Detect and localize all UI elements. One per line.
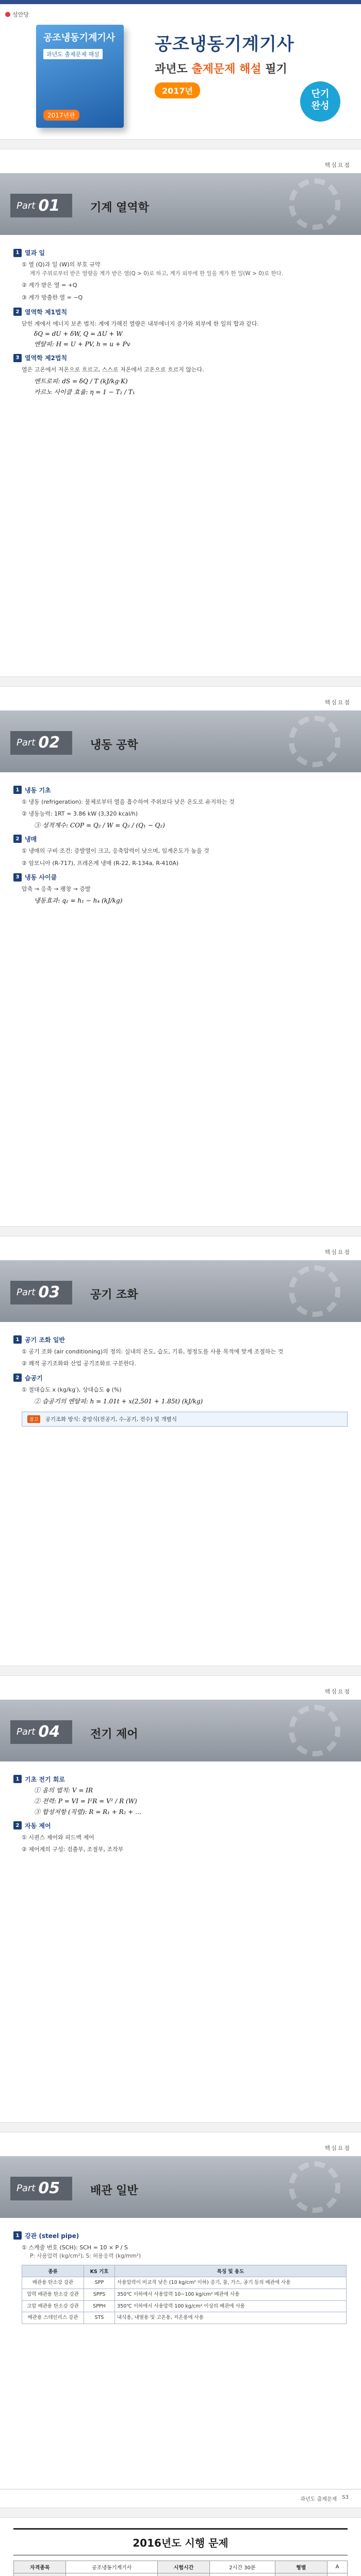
book-cover-title: 공조냉동기계기사 [43, 32, 116, 43]
formula: ② 전력: P = VI = I²R = V² / R (W) [34, 1797, 137, 1805]
part-number: 04 [38, 1723, 60, 1741]
table-row [22, 2289, 347, 2300]
part-title: 공기 조화 [90, 1288, 138, 1301]
part-band [0, 710, 361, 772]
table-row [14, 2573, 348, 2576]
section-heading [13, 873, 348, 882]
part-word: Part [17, 1726, 36, 1738]
reference-text: 공기조화 방식: 중앙식(전공기, 수-공기, 전수) 및 개별식 [45, 1416, 177, 1422]
part-band [0, 173, 361, 235]
content-spacer [13, 907, 348, 1216]
table-cell [157, 2573, 209, 2576]
page-header [0, 149, 361, 173]
content-spacer [13, 1429, 348, 1655]
formula: 엔트로피: dS = δQ / T (kJ/kg·K) [34, 377, 128, 385]
section-number: 1 [13, 2231, 22, 2240]
part-band [0, 1700, 361, 1761]
section-title: 냉매 [25, 835, 37, 843]
part-content [0, 2218, 361, 2489]
publisher-logo-icon [5, 12, 10, 17]
circle-line2: 완성 [311, 100, 330, 111]
formula: ② 습공기의 엔탈피: h = 1.01t + x(2,501 + 1.85t) (kJ/kg) [34, 1397, 203, 1405]
table-cell [275, 2573, 327, 2576]
part-title: 전기 제어 [90, 1727, 138, 1741]
formula: ③ 성적계수: COP = Q₂ / W = Q₂ / (Q₁ − Q₂) [34, 821, 165, 829]
list-item: ① 스케줄 번호 (SCH): SCH = 10 × P / S [22, 2244, 128, 2251]
page-header [0, 687, 361, 710]
table-cell: 압력 배관용 탄소강 강관 [22, 2289, 84, 2300]
section [13, 308, 348, 349]
section-heading [13, 353, 348, 362]
table-cell: A [327, 2561, 347, 2573]
part-content [0, 1761, 361, 2122]
subtitle [155, 60, 294, 76]
part-title: 냉동 공학 [90, 738, 138, 752]
section-title: 공기 조화 일반 [25, 1336, 65, 1344]
table-cell: SPPH [84, 2300, 115, 2312]
book-cover-subtitle: 과년도 출제문제 해설 [43, 49, 103, 59]
section-heading [13, 1775, 348, 1784]
section [13, 1775, 348, 1816]
formula: 냉동효과: q₂ = h₁ − h₄ (kJ/kg) [34, 896, 123, 904]
part-box [10, 731, 72, 755]
part-04-page [0, 1666, 361, 2122]
part-title: 기계 열역학 [90, 201, 149, 214]
table-header: 특징 및 용도 [115, 2265, 347, 2277]
part-content [0, 772, 361, 1226]
page-gap [0, 2122, 361, 2132]
section-number: 2 [13, 1821, 22, 1829]
part-05-page [0, 2122, 361, 2507]
table-cell: 시험시간 [157, 2561, 209, 2573]
table-row [22, 2277, 347, 2289]
table-cell: 고압 배관용 탄소강 강관 [22, 2300, 84, 2312]
section-title: 습공기 [25, 1374, 43, 1382]
section-number: 2 [13, 1374, 22, 1382]
part-number: 01 [38, 196, 60, 215]
part-word: Part [17, 200, 36, 211]
section-label: 핵심요점 [324, 1688, 351, 1695]
page-footer [0, 2489, 361, 2507]
part-box [10, 2177, 72, 2200]
part-band [0, 1260, 361, 1322]
gear-icon [289, 716, 340, 767]
pipe-spec-table [22, 2265, 347, 2324]
section-heading [13, 786, 348, 794]
gear-icon [289, 178, 340, 230]
table-cell: 배관용 탄소강 강관 [22, 2277, 84, 2289]
section-number: 2 [13, 835, 22, 843]
main-title: 공조냉동기계기사 [155, 34, 294, 55]
exam-title: 2016년도 시행 문제 [13, 2528, 348, 2555]
list-item: ① 냉매의 구비 조건: 증발열이 크고, 응축압력이 낮으며, 임계온도가 높을 것 [22, 847, 209, 854]
subtitle-highlight: 출제문제 해설 [191, 63, 261, 76]
part-band [0, 2156, 361, 2218]
list-item: 닫힌 계에서 에너지 보존 법칙: 계에 가해진 열량은 내부에너지 증가와 외부에 한 일의 합과 같다. [22, 320, 259, 327]
list-item: ② 냉동능력: 1RT = 3.86 kW (3,320 kcal/h) [22, 810, 138, 818]
part-number: 03 [38, 1283, 60, 1302]
publisher-name: 성안당 [12, 11, 29, 18]
table-cell: 350℃ 이하에서 사용압력 100 kg/cm² 이상의 배관에 사용 [115, 2300, 347, 2312]
part-number: 05 [38, 2179, 60, 2198]
book-cover-year: 2017년판 [43, 110, 79, 121]
section-number: 1 [13, 249, 22, 257]
subtitle-prefix: 과년도 [155, 63, 188, 76]
gear-icon [289, 1705, 340, 1756]
section-label: 핵심요점 [324, 2144, 351, 2151]
table-cell: SPPS [84, 2289, 115, 2300]
part-word: Part [17, 2183, 36, 2194]
content-spacer [13, 2324, 348, 2479]
reference-tag: 참고 [27, 1415, 40, 1423]
list-item: ② 암모니아 (R-717), 프레온계 냉매 (R-22, R-134a, R-410A) [22, 859, 179, 867]
table-cell [66, 2573, 157, 2576]
short-complete-badge [300, 81, 340, 122]
section-title: 강관 (steel pipe) [25, 2232, 79, 2240]
list-item: ② 제어계의 구성: 검출부, 조절부, 조작부 [22, 1846, 124, 1853]
table-row [14, 2561, 348, 2573]
list-item: ② 계가 받은 열 = +Q [22, 282, 77, 289]
gear-icon [289, 2161, 340, 2213]
subtitle-suffix: 필기 [265, 63, 287, 76]
table-header: KS 기호 [84, 2265, 115, 2277]
section [13, 786, 348, 829]
section-title: 열과 일 [25, 249, 45, 257]
table-cell: 350℃ 이하에서 사용압력 10~100 kg/cm² 배관에 사용 [115, 2289, 347, 2300]
formula: 카르노 사이클 효율: η = 1 − T₂ / T₁ [34, 388, 135, 396]
part-box [10, 194, 72, 217]
section [13, 353, 348, 396]
header-banner [0, 4, 361, 139]
list-item: ① 공기 조화 (air conditioning)의 정의: 실내의 온도, 습도, 기류, 청정도를 사용 목적에 맞게 조절하는 것 [22, 1348, 284, 1355]
list-item: 열은 고온에서 저온으로 흐르고, 스스로 저온에서 고온으로 흐르지 않는다. [22, 366, 204, 374]
exam-page [0, 2507, 361, 2576]
table-cell [14, 2573, 66, 2576]
section-heading [13, 1374, 348, 1382]
header-titles [155, 30, 294, 98]
section-label: 핵심요점 [324, 1248, 351, 1256]
table-cell: STS [84, 2312, 115, 2324]
section-title: 기초 전기 회로 [25, 1775, 65, 1783]
content-spacer [13, 398, 348, 666]
book-cover [36, 25, 124, 128]
gear-icon [289, 1265, 340, 1317]
year-badge: 2017년 [155, 82, 200, 98]
table-cell [210, 2573, 275, 2576]
list-item: 압축 → 응축 → 팽창 → 증발 [22, 886, 91, 893]
section-label: 핵심요점 [324, 162, 351, 168]
section-number: 2 [13, 308, 22, 316]
exam-info-table [13, 2561, 348, 2576]
circle-line1: 단기 [311, 89, 330, 99]
table-cell: 내식용, 내열용 및 고온용, 저온용에 사용 [115, 2312, 347, 2324]
list-item: ① 냉동 (refrigeration): 물체로부터 열을 흡수하여 주위보다 낮은 온도로 유지하는 것 [22, 798, 235, 805]
section-title: 자동 제어 [25, 1822, 51, 1829]
section-title: 냉동 사이클 [25, 874, 57, 882]
section [13, 2231, 348, 2261]
section-title: 열역학 제1법칙 [25, 308, 68, 316]
part-content [0, 235, 361, 676]
part-number: 02 [38, 734, 60, 752]
section-title: 열역학 제2법칙 [25, 354, 68, 362]
list-item: ① 절대습도 x (kg/kg′), 상대습도 φ (%) [22, 1386, 122, 1393]
section-number: 3 [13, 354, 22, 362]
section [13, 1374, 348, 1405]
section [13, 248, 348, 302]
footer-label: 과년도 출제문제 [300, 2497, 337, 2503]
content-spacer [13, 1854, 348, 2112]
table-cell [327, 2573, 347, 2576]
part-title: 배관 일반 [90, 2184, 138, 2197]
part-content [0, 1322, 361, 1666]
publisher [5, 10, 29, 19]
page-gap [0, 1226, 361, 1236]
section [13, 835, 348, 868]
formula: δQ = dU + δW, Q = ΔU + W [34, 330, 123, 338]
part-word: Part [17, 737, 36, 749]
page-gap [0, 2507, 361, 2518]
section-title: 냉동 기초 [25, 786, 51, 794]
page-header [0, 1676, 361, 1700]
part-box [10, 1281, 72, 1304]
formula: 엔탈피: H = U + PV, h = u + Pv [34, 341, 130, 348]
table-header: 종류 [22, 2265, 84, 2277]
page-gap [0, 1666, 361, 1676]
list-item: ① 시퀀스 제어와 피드백 제어 [22, 1834, 94, 1841]
part-word: Part [17, 1287, 36, 1298]
page-gap [0, 676, 361, 687]
list-item: P: 사용압력 (kg/cm²), S: 허용응력 (kg/mm²) [30, 2253, 141, 2260]
footer-page-number: S3 [342, 2495, 349, 2501]
table-cell: SPP [84, 2277, 115, 2289]
section [13, 873, 348, 905]
part-02-page [0, 676, 361, 1226]
page-header [0, 1236, 361, 1260]
section-number: 1 [13, 786, 22, 794]
part-box [10, 1720, 72, 1744]
section-heading [13, 308, 348, 316]
section-heading [13, 1821, 348, 1830]
section-heading [13, 835, 348, 843]
list-item: ① 열 (Q)과 일 (W)의 부호 규약 [22, 261, 101, 268]
section-heading [13, 2231, 348, 2240]
list-item: ② 쾌적 공기조화와 산업 공기조화로 구분한다. [22, 1360, 137, 1367]
page-gap [0, 139, 361, 149]
section-heading [13, 1335, 348, 1344]
section-number: 1 [13, 1335, 22, 1344]
table-cell: 배관용 스테인리스 강관 [22, 2312, 84, 2324]
table-header-row [22, 2265, 347, 2277]
section-label: 핵심요점 [324, 699, 351, 706]
section-number: 1 [13, 1775, 22, 1783]
top-strip [0, 0, 361, 4]
reference-box [22, 1412, 348, 1427]
formula: ③ 합성저항 (직렬): R = R₁ + R₂ + … [34, 1808, 142, 1816]
table-row [22, 2312, 347, 2324]
page-header [0, 2132, 361, 2156]
formula: ① 옴의 법칙: V = IR [34, 1786, 93, 1794]
table-cell: 사용압력이 비교적 낮은 (10 kg/cm² 이하) 증기, 물, 가스, 공기 등의 배관에 사용 [115, 2277, 347, 2289]
section-heading [13, 248, 348, 257]
table-cell: 공조냉동기계기사 [66, 2561, 157, 2573]
part-03-page [0, 1226, 361, 1666]
table-cell: 2시간 30분 [210, 2561, 275, 2573]
list-item: ③ 계가 방출한 열 = −Q [22, 294, 83, 301]
table-cell: 자격종목 [14, 2561, 66, 2573]
table-cell: 형별 [275, 2561, 327, 2573]
section-number: 3 [13, 873, 22, 882]
section [13, 1821, 348, 1854]
section [13, 1335, 348, 1368]
part-01-page [0, 139, 361, 676]
list-item: 계가 주위로부터 받은 열량을 계가 받은 열(Q > 0)로 하고, 계가 외부에 한 일을 계가 한 일(W > 0)로 한다. [30, 270, 284, 277]
table-row [22, 2300, 347, 2312]
